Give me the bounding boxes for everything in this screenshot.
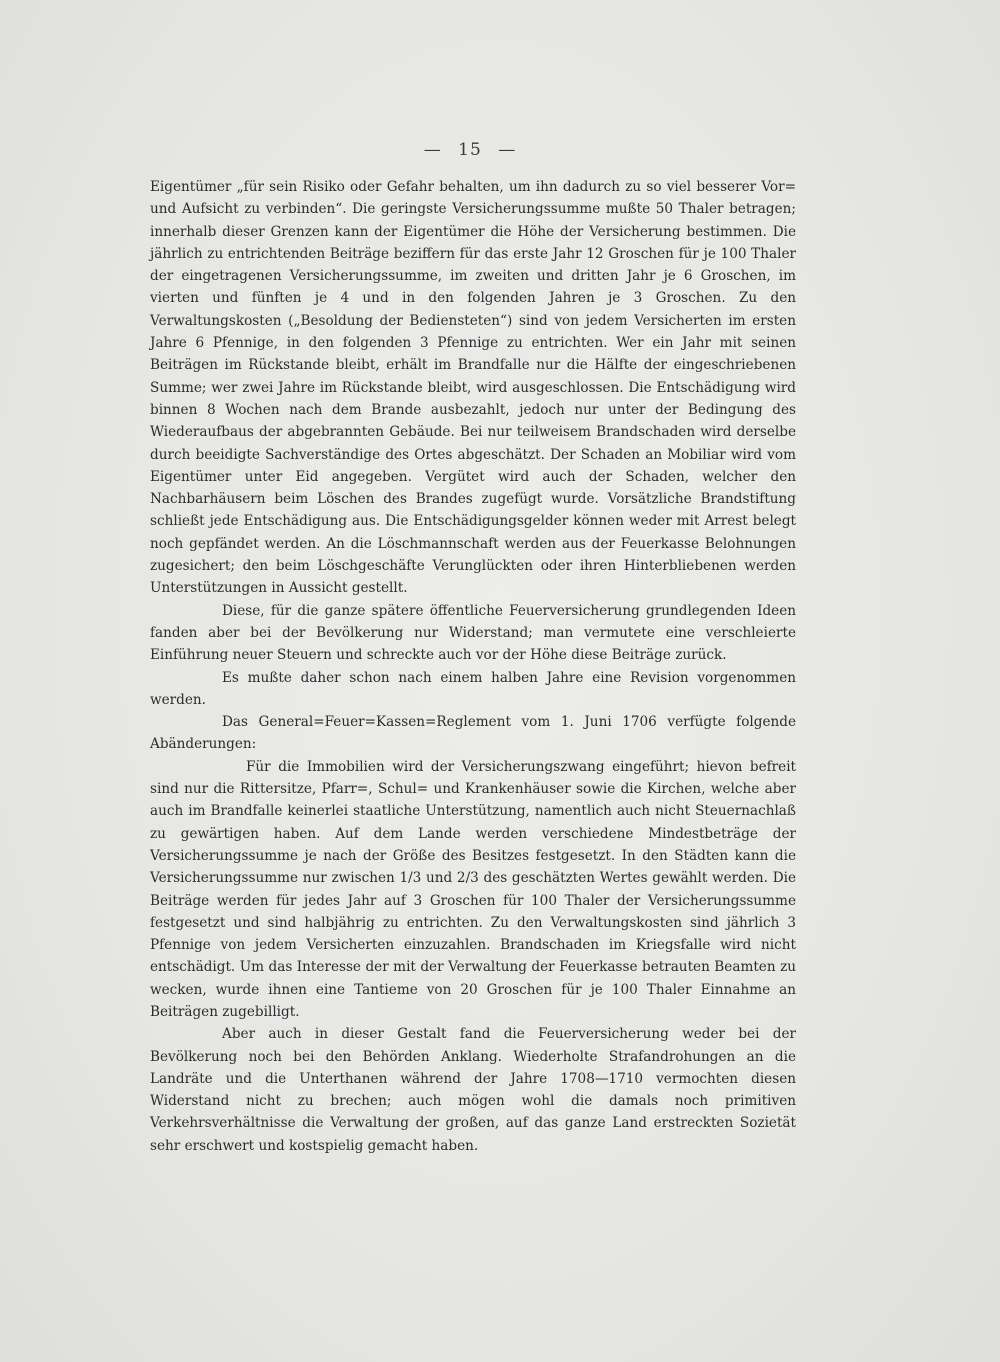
paragraph-4: Das General=Feuer=Kassen=Reglement vom 1. Juni 1706 verfügte folgende Abänderungen: <box>150 714 796 753</box>
paragraph-2: Diese, für die ganze spätere öffentliche Feuerversicherung grundlegenden Ideen fanden aber bei der Bevölkerung nur Widerstand; man vermutete eine verschleierte Einführung neuer Steuern und schreckte auch vor der Höhe diese Beiträge zurück. <box>150 602 796 664</box>
paragraph-1: Eigentümer „für sein Risiko oder Gefahr behalten, um ihn dadurch zu so viel besserer Vor= und Aufsicht zu verbinden“. Die geringste Versicherungssumme mußte 50 Thaler betragen; innerhalb dieser Grenzen kann der Eigentümer die Höhe der Versicherung bestimmen. Die jährlich zu entrichtenden Beiträge beziffern für das erste Jahr 12 Groschen für je 100 Thaler der eingetragenen Versicherungssumme, im zweiten und dritten Jahr je 6 Groschen, im vierten und fünften je 4 und in den folgenden Jahren je 3 Groschen. Zu den Verwaltungskosten („Besoldung der Bediensteten“) sind von jedem Versicherten im ersten Jahre 6 Pfennige, in den folgenden 3 Pfennige zu entrichten. Wer ein Jahr mit seinen Beiträgen im Rückstande bleibt, erhält im Brandfalle nur die Hälfte der eingeschriebenen Summe; wer zwei Jahre im Rückstande bleibt, wird ausgeschlossen. Die Entschädigung wird binnen 8 Wochen nach dem Brande ausbezahlt, jedoch nur unter der Bedingung des Wiederaufbaus der abgebrannten Gebäude. Bei nur teilweisem Brandschaden wird derselbe durch beeidigte Sachverständige des Ortes abgeschätzt. Der Schaden an Mobiliar wird vom Eigentümer unter Eid angegeben. Vergütet wird auch der Schaden, welcher den Nachbarhäusern beim Löschen des Brandes zugefügt wurde. Vorsätzliche Brandstiftung schließt jede Entschädigung aus. Die Entschädigungsgelder können weder mit Arrest belegt noch gepfändet werden. An die Löschmannschaft werden aus der Feuerkasse Belohnungen zugesichert; den beim Löschgeschäfte Verunglückten oder ihren Hinterbliebenen werden Unterstützungen in Aussicht gestellt. <box>150 179 796 597</box>
page-number: — 15 — <box>423 140 517 160</box>
paragraph-3: Es mußte daher schon nach einem halben Jahre eine Revision vorgenommen werden. <box>150 669 796 708</box>
body-text <box>150 176 796 1157</box>
paragraph-6: Aber auch in dieser Gestalt fand die Feuerversicherung weder bei der Bevölkerung noch bei den Behörden Anklang. Wiederholte Strafandrohungen an die Landräte und die Unterthanen während der Jahre 1708—1710 vermochten diesen Widerstand nicht zu brechen; auch mögen wohl die damals noch primitiven Verkehrsverhältnisse die Verwaltung der großen, auf das ganze Land erstreckten Sozietät sehr erschwert und kostspielig gemacht haben. <box>150 1026 796 1154</box>
paragraph-5: Für die Immobilien wird der Versicherungszwang eingeführt; hievon befreit sind nur die Rittersitze, Pfarr=, Schul= und Krankenhäuser sowie die Kirchen, welche aber auch im Brandfalle keinerlei staatliche Unterstützung, namentlich auch nicht Steuernachlaß zu gewärtigen haben. Auf dem Lande werden verschiedene Mindestbeträge der Versicherungssumme je nach der Größe des Besitzes festgesetzt. In den Städten kann die Versicherungssumme nur zwischen 1/3 und 2/3 des geschätzten Wertes gewählt werden. Die Beiträge werden für jedes Jahr auf 3 Groschen für 100 Thaler der Versicherungssumme festgesetzt und sind halbjährig zu entrichten. Zu den Verwaltungskosten sind jährlich 3 Pfennige von jedem Versicherten einzuzahlen. Brandschaden im Kriegsfalle wird nicht entschädigt. Um das Interesse der mit der Verwaltung der Feuerkasse betrauten Beamten zu wecken, wurde ihnen eine Tantieme von 20 Groschen für je 100 Thaler Einnahme an Beiträgen zugebilligt. <box>150 758 796 1020</box>
